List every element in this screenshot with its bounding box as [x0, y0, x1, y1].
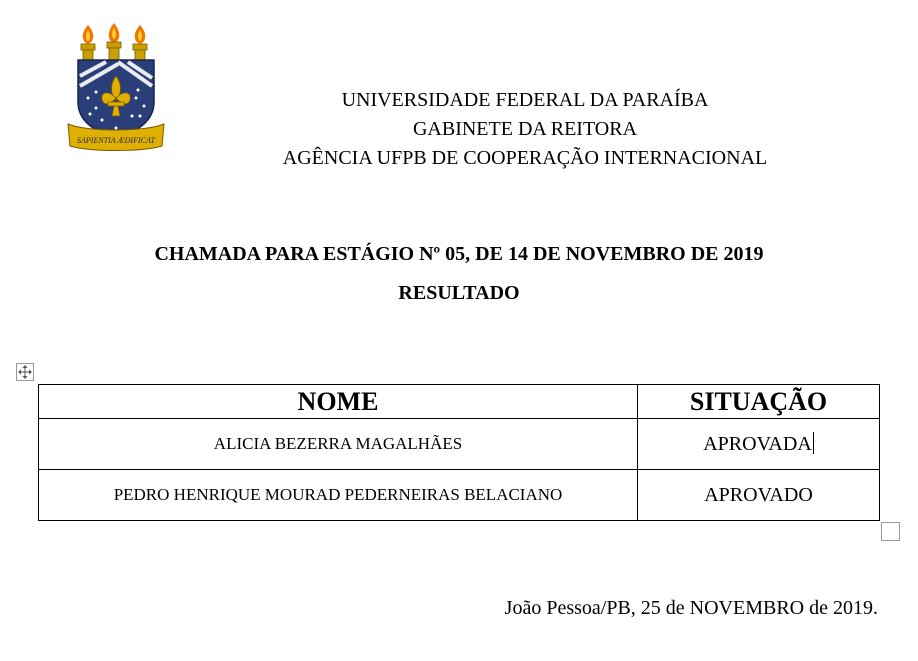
cell-name[interactable]: ALICIA BEZERRA MAGALHÃES: [39, 419, 638, 470]
column-header-status: SITUAÇÃO: [638, 385, 880, 419]
ufpb-logo: [66, 20, 166, 160]
column-header-name: NOME: [39, 385, 638, 419]
place-date: João Pessoa/PB, 25 de NOVEMBRO de 2019.: [504, 597, 878, 619]
cell-name[interactable]: PEDRO HENRIQUE MOURAD PEDERNEIRAS BELACIANO: [39, 470, 638, 521]
torch-flames: [83, 23, 146, 44]
cabinet-name: GABINETE DA REITORA: [412, 118, 638, 140]
table-move-handle[interactable]: [16, 363, 34, 381]
results-table: [38, 384, 880, 521]
move-arrows-icon: [17, 364, 33, 380]
ufpb-coat-of-arms-icon: [66, 20, 166, 160]
text-cursor: [813, 432, 814, 454]
table-header-row: [39, 385, 880, 419]
table-row: [39, 470, 880, 521]
call-title: CHAMADA PARA ESTÁGIO Nº 05, DE 14 DE NOVEMBRO DE 2019: [154, 243, 764, 265]
cell-status[interactable]: APROVADO: [638, 470, 880, 521]
status-text: APROVADA: [703, 433, 812, 455]
table-row: [39, 419, 880, 470]
cell-status[interactable]: [638, 419, 880, 470]
logo-motto: SAPIENTIA ÆDIFICAT: [77, 136, 155, 145]
result-title: RESULTADO: [398, 282, 520, 304]
document-header: [240, 86, 810, 173]
agency-name: AGÊNCIA UFPB DE COOPERAÇÃO INTERNACIONAL: [282, 147, 768, 169]
university-name: UNIVERSIDADE FEDERAL DA PARAÍBA: [341, 89, 709, 111]
table-resize-handle[interactable]: [881, 522, 900, 541]
